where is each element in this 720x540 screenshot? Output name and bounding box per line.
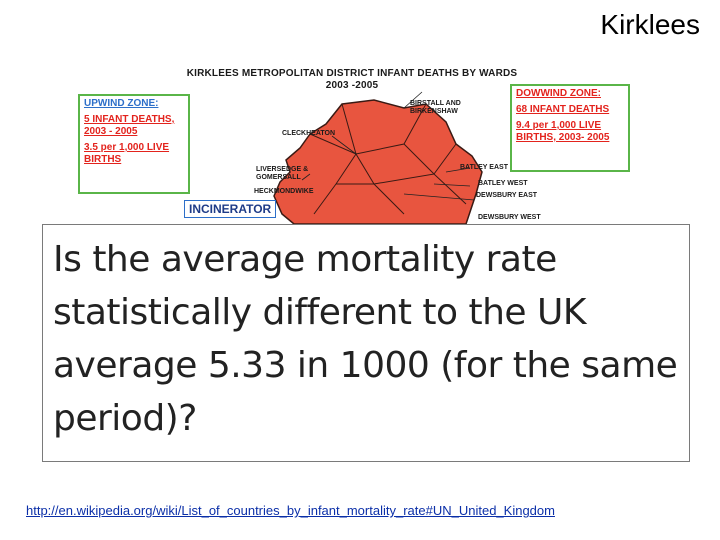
- source-link[interactable]: http://en.wikipedia.org/wiki/List_of_countries_by_infant_mortality_rate#UN_United_Kingdom: [26, 503, 555, 518]
- ward-label-heckmondwike: HECKMONDWIKE: [254, 188, 314, 195]
- kirklees-region-shape: [274, 100, 482, 224]
- map-subheading: 2003 -2005: [325, 80, 379, 91]
- ward-label-batley-west: BATLEY WEST: [478, 180, 528, 187]
- ward-label-cleckheaton: CLECKHEATON: [282, 130, 336, 137]
- incinerator-label: INCINERATOR: [184, 200, 276, 218]
- map-heading: KIRKLEES METROPOLITAN DISTRICT INFANT DEATHS BY WARDS: [186, 68, 518, 79]
- infant-deaths-map: [74, 64, 630, 224]
- question-box: [42, 224, 690, 462]
- question-text: Is the average mortality rate statistically different to the UK average 5.33 in 1000 (for the same period)?: [53, 239, 678, 439]
- upwind-zone-deaths: 5 INFANT DEATHS, 2003 - 2005: [84, 114, 175, 137]
- upwind-zone-box: [78, 94, 190, 194]
- ward-label-dewsbury-west: DEWSBURY WEST: [478, 214, 541, 221]
- slide-title: Kirklees: [600, 9, 700, 40]
- downwind-zone-box: [510, 84, 630, 172]
- ward-label-batley-east: BATLEY EAST: [460, 164, 508, 171]
- downwind-zone-heading: DOWWIND ZONE:: [516, 88, 601, 99]
- upwind-zone-rate: 3.5 per 1,000 LIVE BIRTHS: [84, 142, 170, 165]
- downwind-zone-deaths: 68 INFANT DEATHS: [516, 104, 610, 115]
- ward-label-liversedge: LIVERSEDGE & GOMERSALL: [256, 166, 309, 181]
- ward-label-dewsbury-east: DEWSBURY EAST: [476, 192, 538, 199]
- downwind-zone-rate: 9.4 per 1,000 LIVE BIRTHS, 2003- 2005: [516, 120, 610, 143]
- ward-label-birstall: BIRSTALL AND BIRKENSHAW: [410, 100, 461, 115]
- upwind-zone-heading: UPWIND ZONE:: [84, 98, 159, 109]
